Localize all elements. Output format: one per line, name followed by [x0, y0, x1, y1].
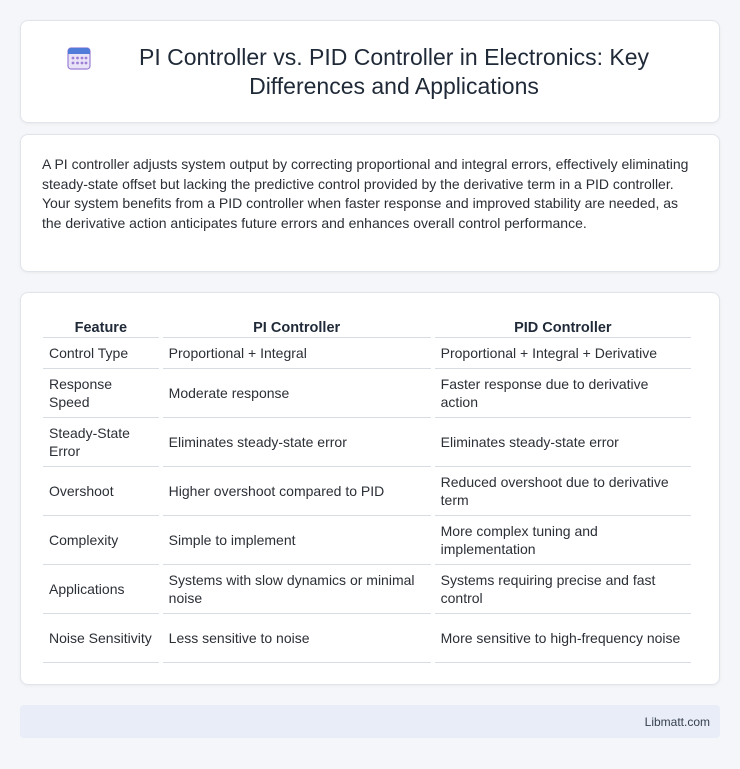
- row-feature: Response Speed: [43, 369, 159, 418]
- table-row: [43, 516, 691, 565]
- row-pi-value: Eliminates steady-state error: [163, 418, 431, 467]
- table-row: [43, 565, 691, 614]
- table-row: [43, 418, 691, 467]
- row-pi-value: Proportional + Integral: [163, 338, 431, 369]
- row-pi-value: Simple to implement: [163, 516, 431, 565]
- comparison-card: [20, 292, 720, 685]
- table-row: [43, 369, 691, 418]
- header-pi-controller: PI Controller: [163, 315, 431, 338]
- row-feature: Complexity: [43, 516, 159, 565]
- page-title: PI Controller vs. PID Controller in Electronics: Key Differences and Applications: [138, 43, 649, 99]
- row-pid-value: Faster response due to derivative action: [435, 369, 691, 418]
- table-row: [43, 614, 691, 663]
- row-pi-value: Moderate response: [163, 369, 431, 418]
- header-pid-controller: PID Controller: [435, 315, 691, 338]
- table-header-row: [43, 315, 691, 338]
- row-pid-value: More complex tuning and implementation: [435, 516, 691, 565]
- comparison-table: [39, 315, 695, 663]
- row-feature: Overshoot: [43, 467, 159, 516]
- table-row: [43, 338, 691, 369]
- row-pi-value: Systems with slow dynamics or minimal noise: [163, 565, 431, 614]
- row-pid-value: More sensitive to high-frequency noise: [435, 614, 691, 663]
- row-pid-value: Reduced overshoot due to derivative term: [435, 467, 691, 516]
- title-card: [20, 20, 720, 123]
- header-feature: Feature: [43, 315, 159, 338]
- row-feature: Steady-State Error: [43, 418, 159, 467]
- row-pi-value: Less sensitive to noise: [163, 614, 431, 663]
- intro-card: [20, 134, 720, 272]
- row-feature: Applications: [43, 565, 159, 614]
- footer-brand-link[interactable]: Libmatt.com: [644, 714, 710, 729]
- table-row: [43, 467, 691, 516]
- row-feature: Noise Sensitivity: [43, 614, 159, 663]
- row-pid-value: Proportional + Integral + Derivative: [435, 338, 691, 369]
- intro-text: A PI controller adjusts system output by correcting proportional and integral errors, effectively eliminating steady-state offset but lacking the predictive control provided by the derivative term in a PID controller. Your system benefits from a PID controller when faster response and improved stability are needed, as the derivative action anticipates future errors and enhances overall control performance.: [42, 156, 689, 232]
- row-pid-value: Systems requiring precise and fast control: [435, 565, 691, 614]
- row-feature: Control Type: [43, 338, 159, 369]
- footer: [20, 705, 720, 738]
- calendar-icon: [66, 45, 92, 71]
- row-pid-value: Eliminates steady-state error: [435, 418, 691, 467]
- title-wrap: [66, 43, 674, 101]
- row-pi-value: Higher overshoot compared to PID: [163, 467, 431, 516]
